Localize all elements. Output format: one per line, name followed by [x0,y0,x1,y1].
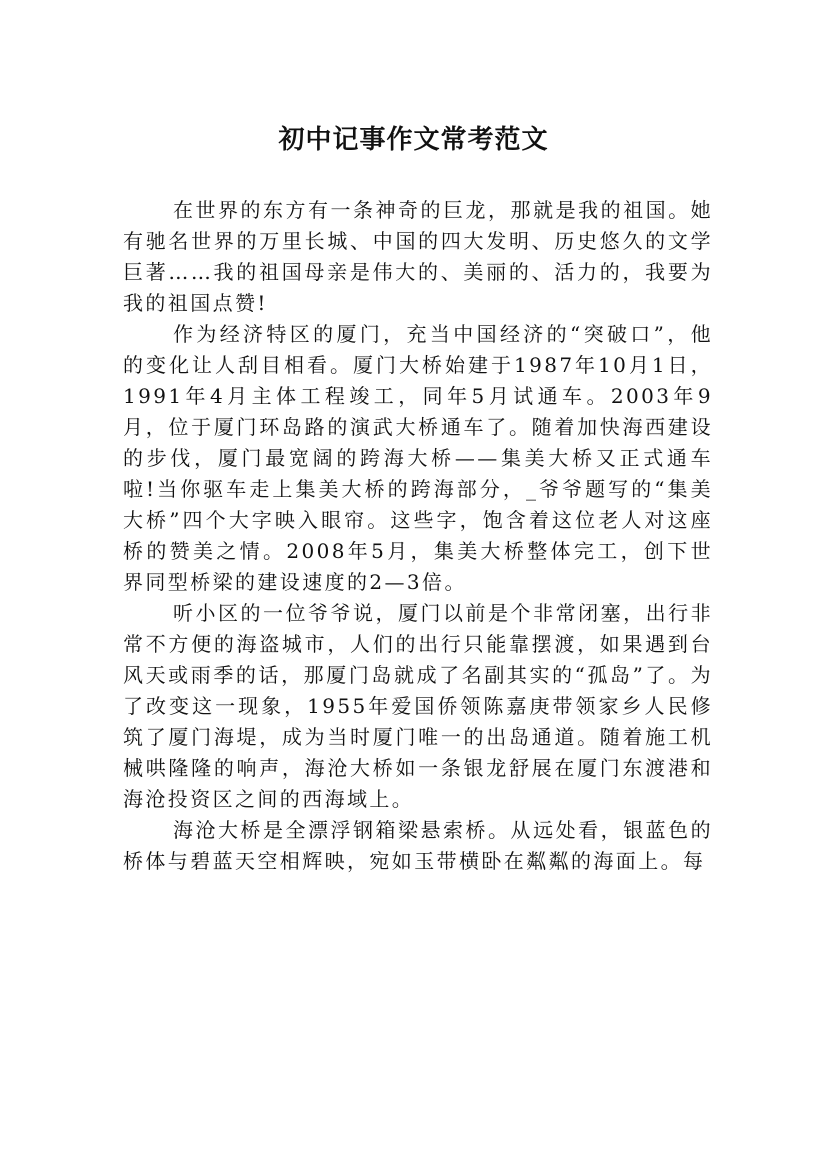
paragraph-3: 听小区的一位爷爷说，厦门以前是个非常闭塞，出行非常不方便的海盗城市，人们的出行只能靠摆渡，如果遇到台风天或雨季的话，那厦门岛就成了名副其实的“孤岛”了。为了改变这一现象，1955年爱国侨领陈嘉庚带领家乡人民修筑了厦门海堤，成为当时厦门唯一的出岛通道。随着施工机械哄隆隆的响声，海沧大桥如一条银龙舒展在厦门东渡港和海沧投资区之间的西海域上。 [123,601,713,811]
paragraph-1: 在世界的东方有一条神奇的巨龙，那就是我的祖国。她有驰名世界的万里长城、中国的四大发明、历史悠久的文学巨著……我的祖国母亲是伟大的、美丽的、活力的，我要为我的祖国点赞! [123,198,713,315]
page-title: 初中记事作文常考范文 [278,125,549,156]
paragraph-2: 作为经济特区的厦门，充当中国经济的“突破口”，他的变化让人刮目相看。厦门大桥始建于1987年10月1日，1991年4月主体工程竣工，同年5月试通车。2003年9月，位于厦门环岛路的演武大桥通车了。随着加快海西建设的步伐，厦门最宽阔的跨海大桥——集美大桥又正式通车啦!当你驱车走上集美大桥的跨海部分，_爷爷题写的“集美大桥”四个大字映入眼帘。这些字，饱含着这位老人对这座桥的赞美之情。2008年5月，集美大桥整体完工，创下世界同型桥梁的建设速度的2—3倍。 [123,322,713,594]
paragraph-4: 海沧大桥是全漂浮钢箱梁悬索桥。从远处看，银蓝色的桥体与碧蓝天空相辉映，宛如玉带横卧在粼粼的海面上。每 [123,818,713,873]
article-body [123,195,713,877]
